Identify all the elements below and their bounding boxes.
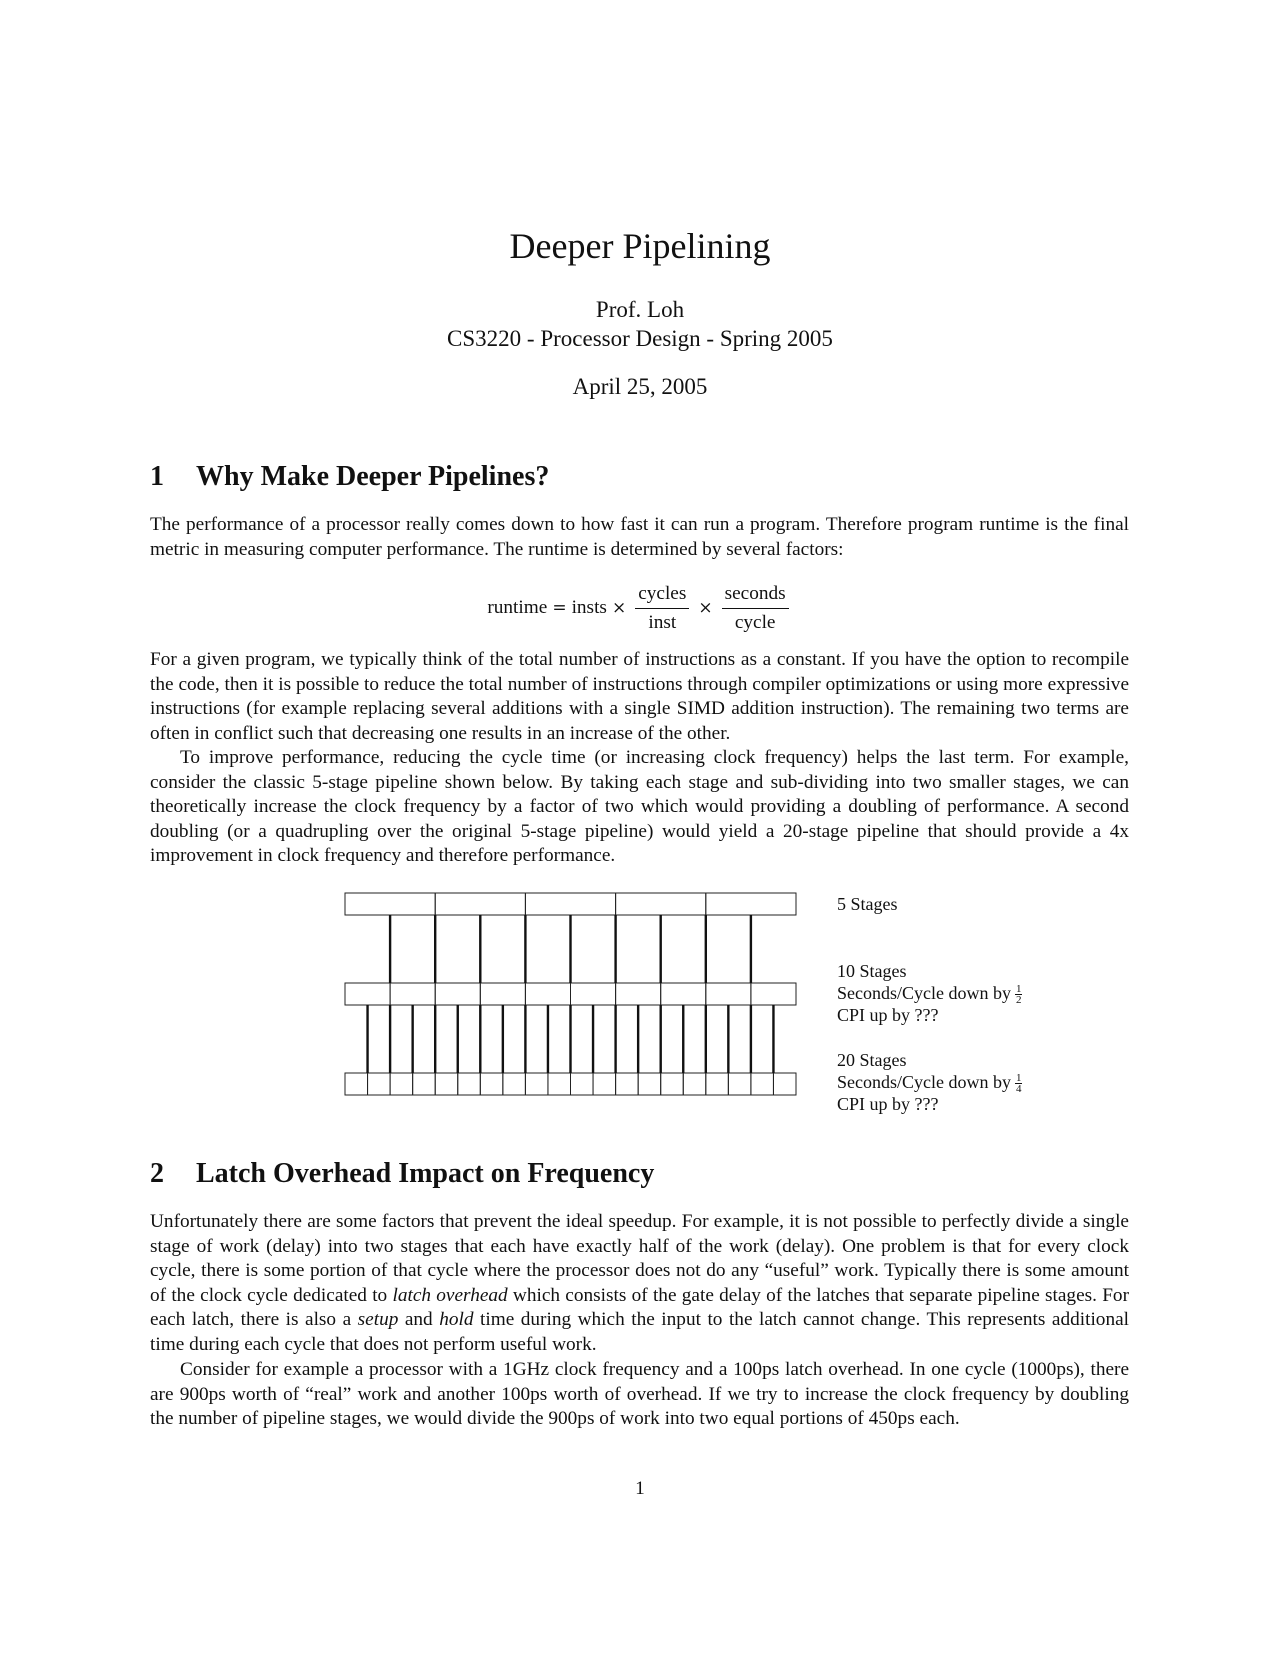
pipeline-20-stage-6 [458, 1073, 481, 1095]
pipeline-10-stage-9 [706, 983, 751, 1005]
figure-label-20-stages-title: 20 Stages [837, 1050, 907, 1070]
pipeline-20-stage-4 [413, 1073, 436, 1095]
pipeline-20-stage-15 [661, 1073, 684, 1095]
term-hold: hold [439, 1309, 474, 1331]
pipeline-10-stages [345, 983, 796, 1005]
pipeline-20-stage-17 [706, 1073, 729, 1095]
label-20-seconds-text: Seconds/Cycle down by [837, 1072, 1011, 1092]
section-2-paragraph-2: Consider for example a processor with a 1GHz clock frequency and a 100ps latch overhead. In one cycle (1000ps), there are 900ps worth of “real” work and another 100ps worth of overhead. If we try to increase the clock frequency by doubling the number of pipeline stages, we would divide the 900ps of work into two equal portions of 450ps each. [150, 1359, 1129, 1430]
pipeline-10-stage-2 [390, 983, 435, 1005]
page-title: Deeper Pipelining [509, 226, 771, 266]
eq-times-1: × [611, 598, 627, 618]
pipeline-20-stage-5 [435, 1073, 458, 1095]
section-1-paragraph-1: The performance of a processor really comes down to how fast it can run a program. Therefore program runtime is the final metric in measuring computer performance. The runtime is determined by several factors: [150, 514, 1129, 560]
date: April 25, 2005 [572, 374, 708, 399]
section-2-paragraph-1 [150, 1210, 1129, 1358]
pipeline-20-stages [345, 1073, 796, 1095]
eq-cycle: cycle [734, 611, 776, 633]
figure-label-10-stages-title: 10 Stages [837, 961, 907, 981]
section-2-title: Latch Overhead Impact on Frequency [196, 1158, 655, 1189]
pipeline-20-stage-3 [390, 1073, 413, 1095]
pipeline-5-stages [345, 893, 796, 915]
figure-label-20-stages-cpi: CPI up by ??? [837, 1094, 939, 1114]
section-1-title: Why Make Deeper Pipelines? [196, 461, 550, 492]
pipeline-20-stage-2 [368, 1073, 391, 1095]
pipeline-20-stage-8 [503, 1073, 526, 1095]
label-10-seconds-text: Seconds/Cycle down by [837, 983, 1011, 1003]
pipeline-5-stage-2 [435, 893, 525, 915]
pipeline-20-stage-10 [548, 1073, 571, 1095]
section-2-number: 2 [150, 1158, 164, 1189]
pipeline-5-stage-1 [345, 893, 435, 915]
eq-runtime: runtime [487, 597, 548, 618]
eq-insts: insts [571, 597, 607, 618]
pipeline-10-stage-10 [751, 983, 796, 1005]
pipeline-10-stage-3 [435, 983, 480, 1005]
eq-times-2: × [698, 598, 713, 618]
label-10-frac-num: 1 [1015, 983, 1022, 996]
pipeline-20-stage-20 [773, 1073, 796, 1095]
pipeline-20-stage-14 [638, 1073, 661, 1095]
pipeline-10-stage-5 [525, 983, 570, 1005]
pipeline-5-stage-4 [616, 893, 706, 915]
figure-label-10-stages-seconds [837, 982, 1022, 1005]
page-number: 1 [635, 1478, 645, 1499]
pipeline-20-stage-13 [616, 1073, 639, 1095]
eq-seconds: seconds [722, 583, 789, 609]
s2p1-c: and [398, 1309, 440, 1331]
pipeline-10-stage-6 [571, 983, 616, 1005]
author: Prof. Loh [595, 297, 685, 322]
course-line: CS3220 - Processor Design - Spring 2005 [447, 326, 833, 351]
eq-inst: inst [648, 611, 677, 633]
pipeline-20-stage-11 [571, 1073, 594, 1095]
pipeline-10-stage-1 [345, 983, 390, 1005]
section-1-paragraph-3: To improve performance, reducing the cycle time (or increasing clock frequency) helps the last term. For example, consider the classic 5-stage pipeline shown below. By taking each stage and sub-dividing into two smaller stages, we can theoretically increase the clock frequency by a factor of two which would providing a doubling of performance. A second doubling (or a quadrupling over the original 5-stage pipeline) would yield a 20-stage pipeline that should provide a 4x improvement in clock frequency and therefore performance. [150, 747, 1129, 867]
eq-cycles: cycles [635, 583, 689, 609]
label-20-frac-den: 4 [1015, 1083, 1022, 1096]
term-latch-overhead: latch overhead [392, 1284, 508, 1306]
s2p1-b: which consists of the gate delay of the latches that separate pipeline stages. For each latch, there is also a [150, 1284, 1129, 1331]
pipeline-20-stage-12 [593, 1073, 616, 1095]
section-1-number: 1 [150, 461, 164, 492]
section-1-paragraph-2: For a given program, we typically think of the total number of instructions as a constant. If you have the option to recompile the code, then it is possible to reduce the total number of instructions through compiler optimizations or using more expressive instructions (for example replacing several additions with a single SIMD addition instruction). The remaining two terms are often in conflict such that decreasing one results in an increase of the other. [150, 649, 1129, 744]
label-20-fraction [1015, 1073, 1023, 1094]
term-setup: setup [357, 1309, 399, 1331]
pipeline-20-stage-9 [525, 1073, 548, 1095]
pipeline-10-stage-8 [661, 983, 706, 1005]
label-10-frac-den: 2 [1015, 994, 1022, 1007]
pipeline-20-stage-18 [728, 1073, 751, 1095]
pipeline-5-stage-3 [525, 893, 615, 915]
s2p1-d: time during which the input to the latch cannot change. This represents additional time during each cycle that does not perform useful work. [150, 1309, 1130, 1355]
pipeline-20-stage-16 [683, 1073, 706, 1095]
figure-label-10-stages-cpi: CPI up by ??? [837, 1005, 939, 1025]
s2p1-a: Unfortunately there are some factors that prevent the ideal speedup. For example, it is not possible to perfectly divide a single stage of work (delay) into two stages that each have exactly half of the work (delay). One problem is that for every clock cycle, there is some portion of that cycle where the processor does not do any “useful” work. Typically there is some amount of the clock cycle dedicated to [150, 1211, 1129, 1306]
pipeline-20-stage-19 [751, 1073, 774, 1095]
eq-equals: = [552, 598, 567, 618]
pipeline-10-stage-4 [480, 983, 525, 1005]
pipeline-20-stage-7 [480, 1073, 503, 1095]
label-20-frac-num: 1 [1015, 1072, 1022, 1085]
figure-label-5-stages: 5 Stages [837, 894, 898, 914]
section-2-heading [150, 1157, 1130, 1191]
figure-label-20-stages-seconds [837, 1071, 1022, 1094]
pipeline-5-stage-5 [706, 893, 796, 915]
pipeline-10-stage-7 [616, 983, 661, 1005]
label-10-fraction [1015, 984, 1023, 1005]
pipeline-20-stage-1 [345, 1073, 368, 1095]
